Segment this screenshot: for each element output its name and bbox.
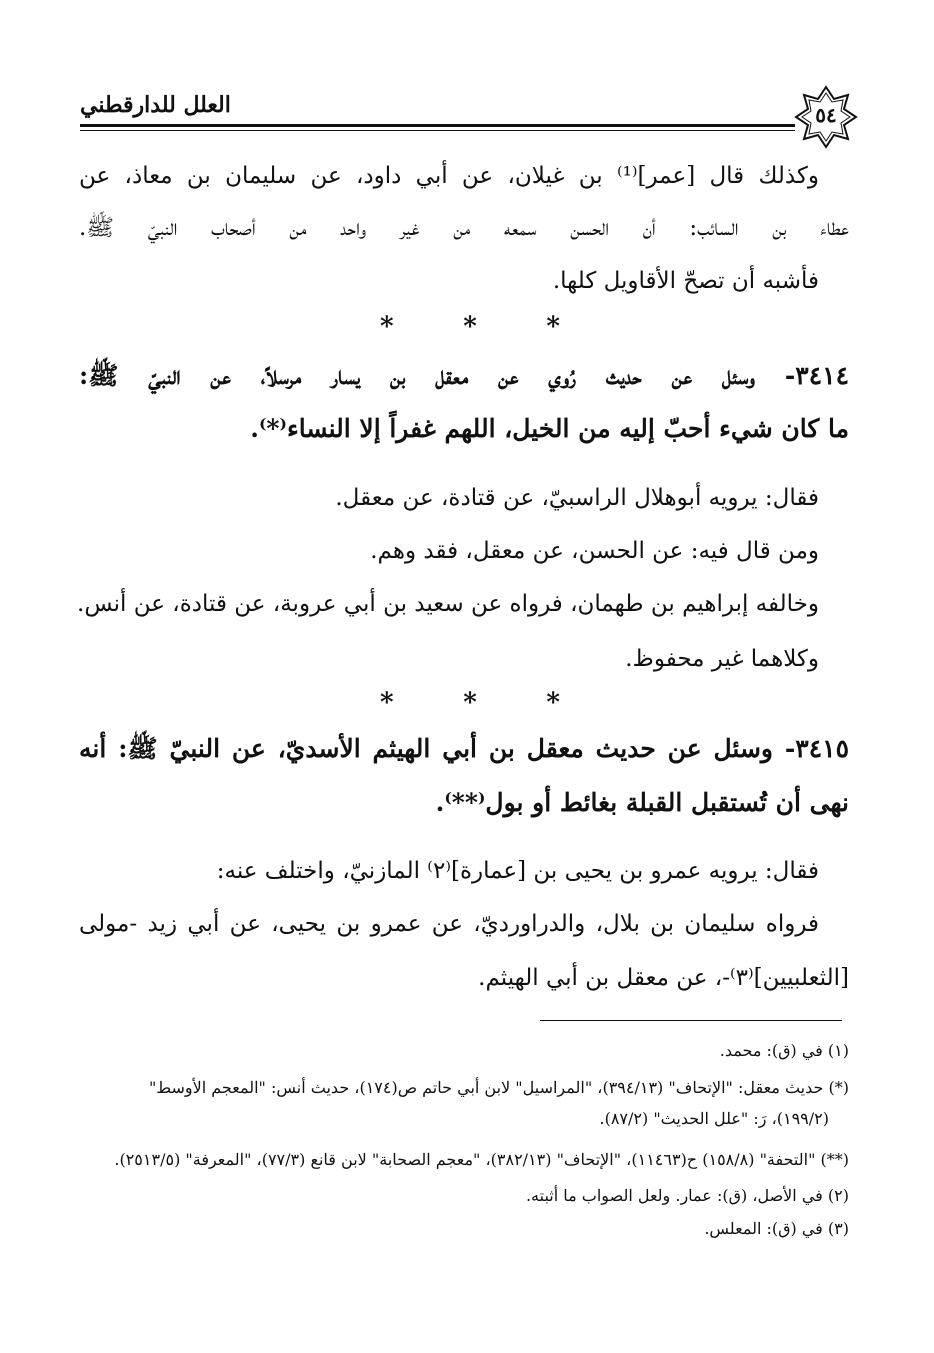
answer-line: فقال: يرويه أبوهلال الراسبيّ، عن قتادة، عن معقل. — [335, 485, 819, 511]
footnote: (**) "التحفة" (١٥٨/٨) ح(١١٤٦٣)، "الإتحاف" (٣٨٢/١٣)، "معجم الصحابة" لابن قانع (٧٧/٣)، "المعرفة" (٢٥١٣/٥). — [114, 1150, 849, 1169]
footnote: (*) حديث معقل: "الإتحاف" (٣٩٤/١٣)، "المراسيل" لابن أبي حاتم ص(١٧٤)، حديث أنس: "المعجم الأوسط" — [148, 1078, 849, 1097]
star-icon: * — [380, 312, 394, 342]
book-title: العلل للدارقطني — [80, 92, 231, 118]
answer-line: فرواه سليمان بن بلال، والدراورديّ، عن عمرو بن يحيى، عن أبي زيد -مولى — [79, 911, 819, 937]
footnote: (٢) في الأصل، (ق): عمار. ولعل الصواب ما أثبته. — [525, 1186, 849, 1205]
footnote: (١٩٩/٢)، رَ: "علل الحديث" (٨٧/٢). — [599, 1109, 829, 1128]
answer-line: وكلاهما غير محفوظ. — [625, 646, 819, 672]
header-rule-thick — [80, 124, 795, 127]
footnote: (٣) في (ق): المعلس. — [704, 1219, 849, 1238]
text-line: وكذلك قال [عمر]⁽¹⁾ بن غيلان، عن أبي داود، عن سليمان بن معاذ، عن — [79, 163, 819, 189]
footnote: (١) في (ق): محمد. — [719, 1041, 849, 1060]
star-icon: * — [463, 688, 477, 718]
star-icon: * — [546, 688, 560, 718]
text-line: فأشبه أن تصحّ الأقاويل كلها. — [552, 268, 819, 294]
footnote-separator — [540, 1020, 842, 1021]
section-separator — [380, 312, 560, 342]
section-separator — [380, 688, 560, 718]
answer-line: ومن قال فيه: عن الحسن، عن معقل، فقد وهم. — [370, 538, 819, 564]
star-icon: * — [463, 312, 477, 342]
answer-line: فقال: يرويه عمرو بن يحيى بن [عمارة]⁽٢⁾ المازنيّ، واختلف عنه: — [216, 858, 819, 884]
page-header — [70, 80, 850, 140]
page-number-badge — [794, 85, 858, 149]
question-3414-line-1: ٣٤١٤- وسئل عن حديث رُوي عن معقل بن يسار مرسلاً، عن النبيّ ﷺ: — [79, 361, 849, 390]
question-3415-line-1: ٣٤١٥- وسئل عن حديث معقل بن أبي الهيثم الأسديّ، عن النبيّ ﷺ: أنه — [79, 734, 849, 763]
answer-line: [الثعلبيين]⁽٣⁾-، عن معقل بن أبي الهيثم. — [478, 965, 849, 991]
header-rule-thin — [80, 130, 795, 131]
answer-line: وخالفه إبراهيم بن طهمان، فرواه عن سعيد بن أبي عروبة، عن قتادة، عن أنس. — [77, 591, 819, 617]
text-line: عطاء بن السائب: أن الحسن سمعه من غير واحد من أصحاب النبيّ ﷺ. — [79, 215, 849, 241]
star-icon: * — [380, 688, 394, 718]
page-number: ٥٤ — [815, 103, 837, 127]
question-3415-line-2: نهى أن تُستقبل القبلة بغائط أو بول⁽**⁾. — [435, 788, 849, 817]
question-3414-line-2: ما كان شيء أحبّ إليه من الخيل، اللهم غفراً إلا النساء⁽*⁾. — [250, 414, 849, 443]
star-icon: * — [546, 312, 560, 342]
